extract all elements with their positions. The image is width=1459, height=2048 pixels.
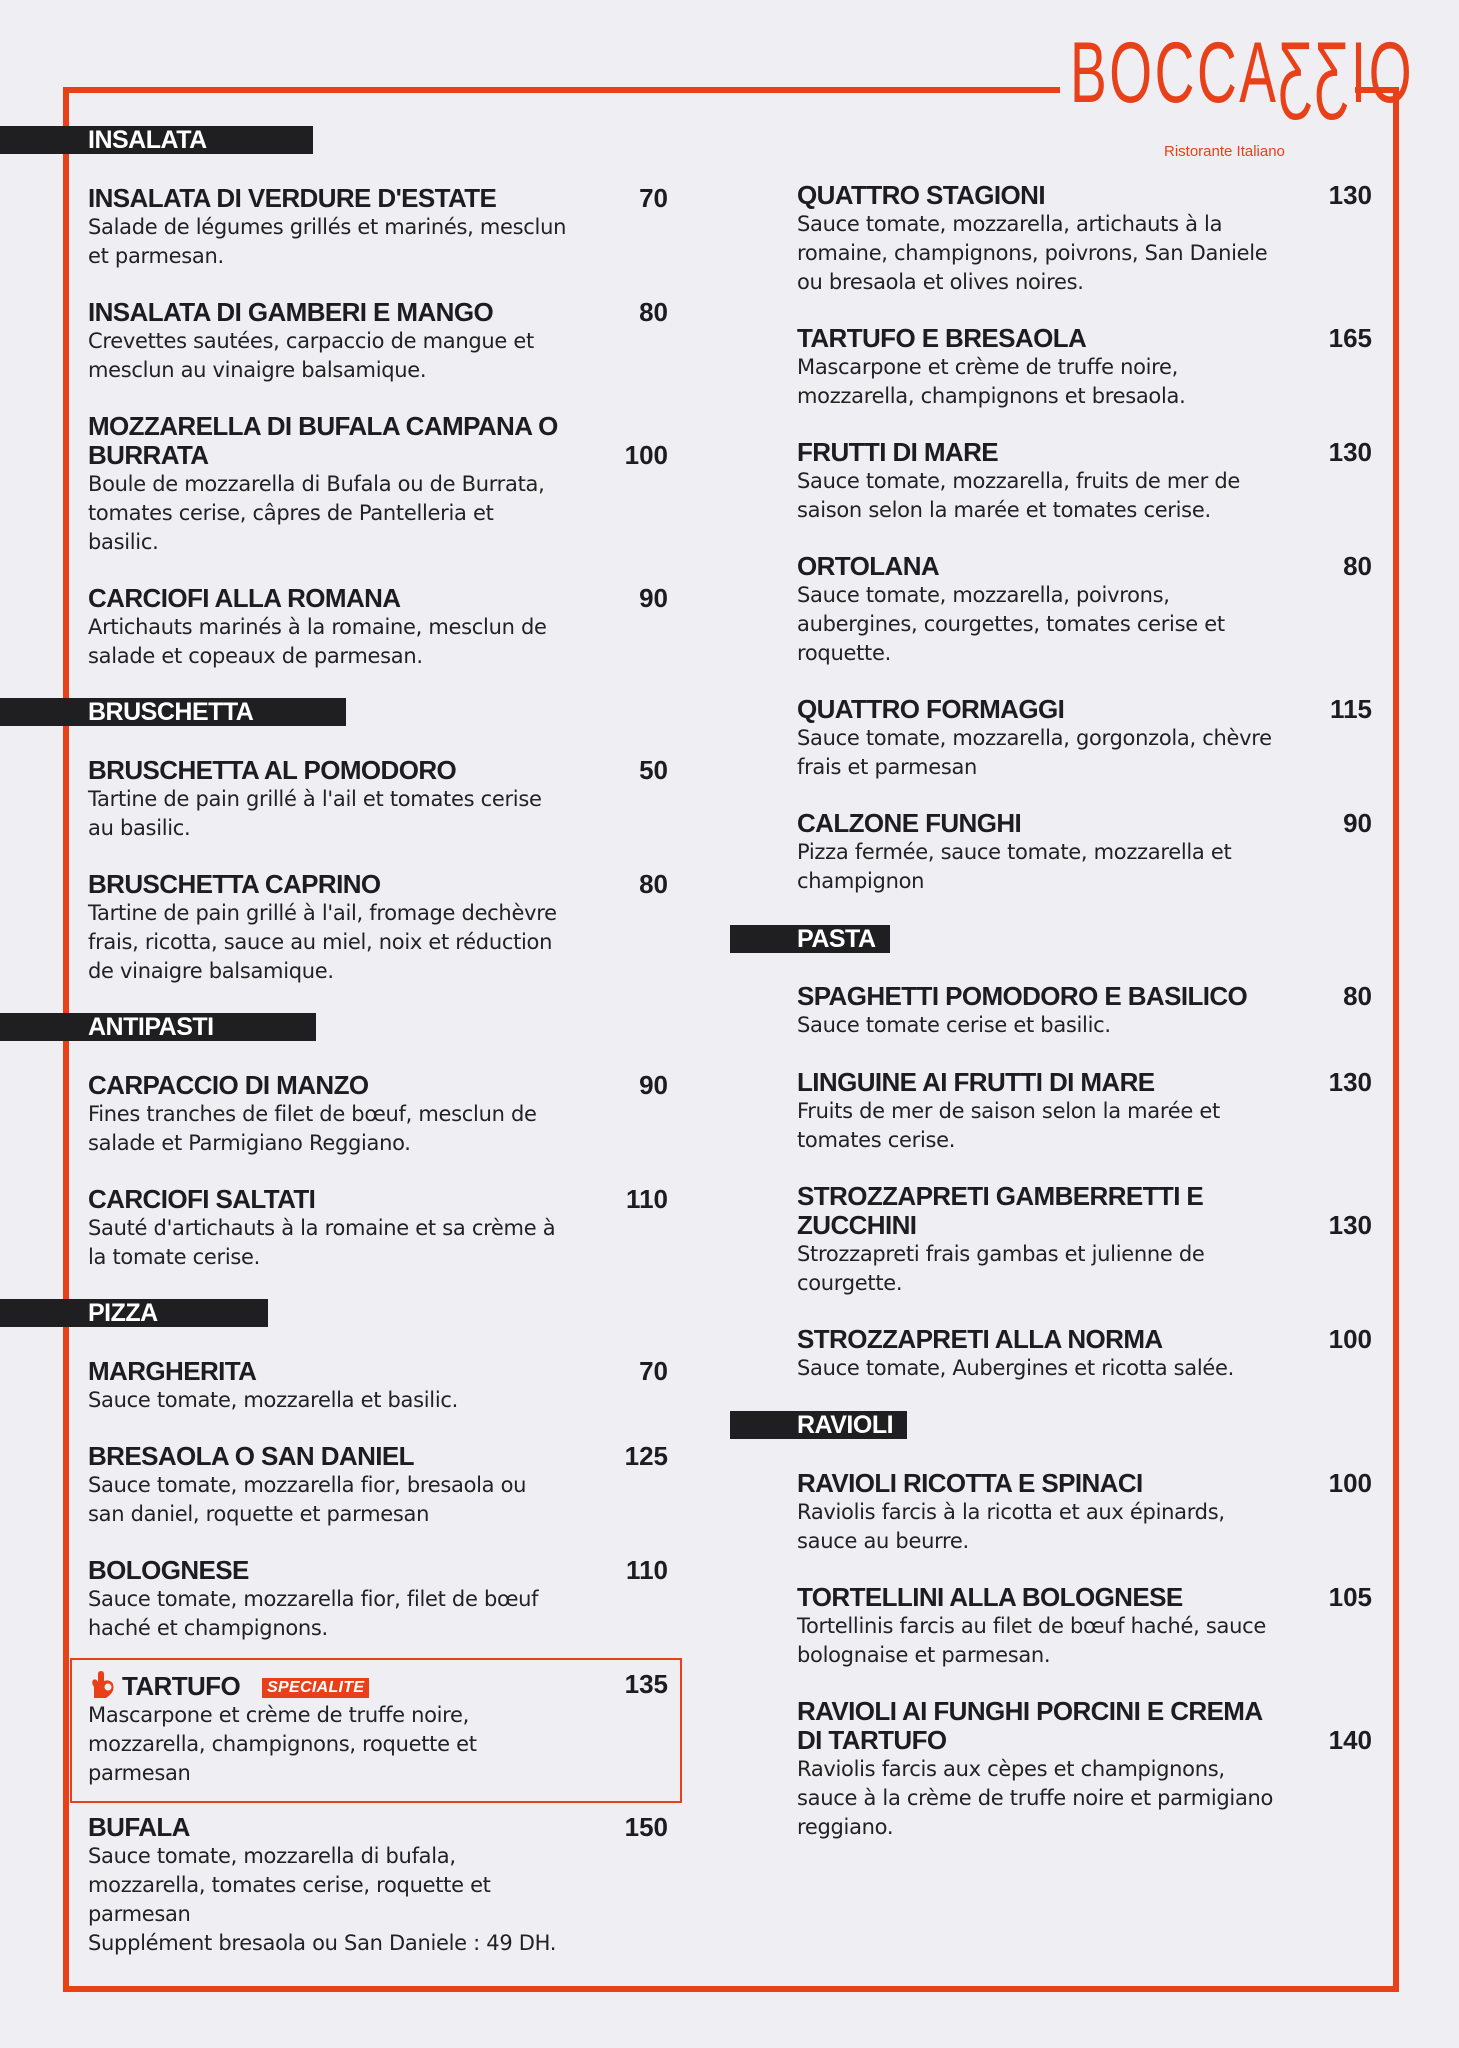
item-description: Sauce tomate, mozzarella fior, bresaola ou san daniel, roquette et parmesan [88,1473,527,1526]
item-price: 150 [624,1812,668,1842]
item-price: 110 [626,1555,668,1585]
item-price: 90 [639,583,668,613]
menu-item [797,1068,1372,1155]
item-description: Sauce tomate, mozzarella, fruits de mer de saison selon la marée et tomates cerise. [797,469,1241,522]
item-description: Sauce tomate, mozzarella fior, filet de bœuf haché et champignons. [88,1587,539,1640]
menu-item [88,1556,668,1643]
menu-item [797,324,1372,411]
item-price: 70 [639,183,668,213]
item-description: Sauce tomate, mozzarella di bufala, mozzarella, tomates cerise, roquette et parmesan [88,1844,491,1926]
section-header-pizza: PIZZA [0,1299,268,1327]
item-price: 165 [1328,323,1372,353]
item-name: TARTUFO [122,1671,241,1701]
item-price: 90 [1343,808,1372,838]
menu-item [797,1325,1372,1383]
item-supplement-note: Supplément bresaola ou San Daniele : 49 DH. [88,1931,557,1955]
item-name: CARPACCIO DI MANZO [88,1070,369,1100]
item-description: Sauce tomate, Aubergines et ricotta salée. [797,1356,1235,1380]
section-header-bruschetta: BRUSCHETTA [0,698,346,726]
item-price: 90 [639,1070,668,1100]
item-price: 100 [1328,1324,1372,1354]
item-name: BRESAOLA O SAN DANIEL [88,1441,414,1471]
item-description: Pizza fermée, sauce tomate, mozzarella et champignon [797,840,1232,893]
menu-item [88,1185,668,1272]
item-name: BUFALA [88,1812,190,1842]
item-description: Strozzapreti frais gambas et julienne de courgette. [797,1242,1205,1295]
menu-item [88,298,668,385]
item-name: CALZONE FUNGHI [797,808,1022,838]
menu-item [797,982,1372,1040]
menu-item [88,870,668,986]
item-description: Artichauts marinés à la romaine, mesclun de salade et copeaux de parmesan. [88,615,547,668]
item-description: Tortellinis farcis au filet de bœuf haché, sauce bolognaise et parmesan. [797,1614,1266,1667]
item-name: BRUSCHETTA CAPRINO [88,869,381,899]
item-description: Crevettes sautées, carpaccio de mangue et mesclun au vinaigre balsamique. [88,329,534,382]
item-name: CARCIOFI ALLA ROMANA [88,583,401,613]
logo-tagline: Ristorante Italiano [1164,143,1285,160]
item-price: 110 [626,1184,668,1214]
menu-item [88,756,668,843]
restaurant-logo [1070,25,1459,160]
menu-item [88,1813,668,1958]
item-name: LINGUINE AI FRUTTI DI MARE [797,1067,1155,1097]
item-description: Raviolis farcis aux cèpes et champignons, sauce à la crème de truffe noire et parmigiano reggiano. [797,1757,1274,1839]
logo-wordmark: BOCCAƸƸIO [1070,25,1415,121]
item-price: 130 [1328,1210,1372,1240]
menu-item [797,695,1372,782]
item-description: Fruits de mer de saison selon la marée et tomates cerise. [797,1099,1220,1152]
item-name: QUATTRO FORMAGGI [797,694,1065,724]
section-header-pasta: PASTA [730,925,890,953]
menu-item [88,584,668,671]
item-price: 50 [639,755,668,785]
menu-item [797,1697,1372,1842]
item-description: Boule de mozzarella di Bufala ou de Burrata, tomates cerise, câpres de Pantelleria et basilic. [88,472,545,554]
menu-item [88,184,668,271]
item-description: Sauce tomate, mozzarella et basilic. [88,1388,458,1412]
item-name: INSALATA DI VERDURE D'ESTATE [88,183,497,213]
item-price: 130 [1328,180,1372,210]
item-name: RAVIOLI AI FUNGHI PORCINI E CREMA DI TARTUFO [797,1696,1262,1755]
item-name: CARCIOFI SALTATI [88,1184,316,1214]
item-price: 135 [624,1669,668,1699]
item-name: RAVIOLI RICOTTA E SPINACI [797,1468,1143,1498]
menu-item [797,1583,1372,1670]
menu-item [88,1357,668,1415]
item-price: 140 [1328,1725,1372,1755]
menu-item [797,809,1372,896]
item-description: Sauce tomate, mozzarella, gorgonzola, chèvre frais et parmesan [797,726,1272,779]
item-name: STROZZAPRETI ALLA NORMA [797,1324,1163,1354]
item-description: Mascarpone et crème de truffe noire, mozzarella, champignons, roquette et parmesan [88,1703,477,1785]
item-description: Salade de légumes grillés et marinés, mesclun et parmesan. [88,215,567,268]
item-description: Tartine de pain grillé à l'ail et tomates cerise au basilic. [88,787,542,840]
item-name: BOLOGNESE [88,1555,249,1585]
item-name: BRUSCHETTA AL POMODORO [88,755,457,785]
section-header-insalata: INSALATA [0,126,313,154]
item-price: 100 [1328,1468,1372,1498]
menu-item [797,181,1372,297]
item-price: 100 [624,440,668,470]
item-name: MOZZARELLA DI BUFALA CAMPANA O BURRATA [88,411,558,470]
item-description: Fines tranches de filet de bœuf, mesclun de salade et Parmigiano Reggiano. [88,1102,537,1155]
menu-item [88,412,668,557]
menu-item [797,1182,1372,1298]
item-name: INSALATA DI GAMBERI E MANGO [88,297,494,327]
specialite-badge: SPECIALITE [262,1678,369,1698]
item-name: ORTOLANA [797,551,940,581]
item-price: 125 [624,1441,668,1471]
item-price: 130 [1328,437,1372,467]
item-price: 105 [1328,1582,1372,1612]
item-description: Tartine de pain grillé à l'ail, fromage dechèvre frais, ricotta, sauce au miel, noix et réduction de vinaigre balsamique. [88,901,557,983]
item-name: SPAGHETTI POMODORO E BASILICO [797,981,1248,1011]
section-header-antipasti: ANTIPASTI [0,1013,316,1041]
item-description: Raviolis farcis à la ricotta et aux épinards, sauce au beurre. [797,1500,1225,1553]
item-price: 80 [1343,551,1372,581]
item-name: TARTUFO E BRESAOLA [797,323,1087,353]
section-header-ravioli: RAVIOLI [730,1411,907,1439]
menu-item [88,1442,668,1529]
item-name: STROZZAPRETI GAMBERRETTI E ZUCCHINI [797,1181,1204,1240]
item-name: TORTELLINI ALLA BOLOGNESE [797,1582,1183,1612]
item-description: Sauce tomate cerise et basilic. [797,1013,1111,1037]
item-description: Sauté d'artichauts à la romaine et sa crème à la tomate cerise. [88,1216,556,1269]
item-description: Mascarpone et crème de truffe noire, mozzarella, champignons et bresaola. [797,355,1186,408]
menu-item [88,1071,668,1158]
item-price: 130 [1328,1067,1372,1097]
item-name: QUATTRO STAGIONI [797,180,1045,210]
specialite-highlight-box [70,1658,682,1803]
menu-item [797,1469,1372,1556]
menu-item [797,438,1372,525]
item-description: Sauce tomate, mozzarella, poivrons, aubergines, courgettes, tomates cerise et roquette. [797,583,1225,665]
item-price: 80 [1343,981,1372,1011]
item-price: 115 [1330,694,1372,724]
item-price: 80 [639,869,668,899]
item-price: 70 [639,1356,668,1386]
item-name: MARGHERITA [88,1356,257,1386]
item-description: Sauce tomate, mozzarella, artichauts à la romaine, champignons, poivrons, San Daniele ou bresaola et olives noires. [797,212,1268,294]
item-name: FRUTTI DI MARE [797,437,999,467]
menu-item [797,552,1372,668]
item-price: 80 [639,297,668,327]
